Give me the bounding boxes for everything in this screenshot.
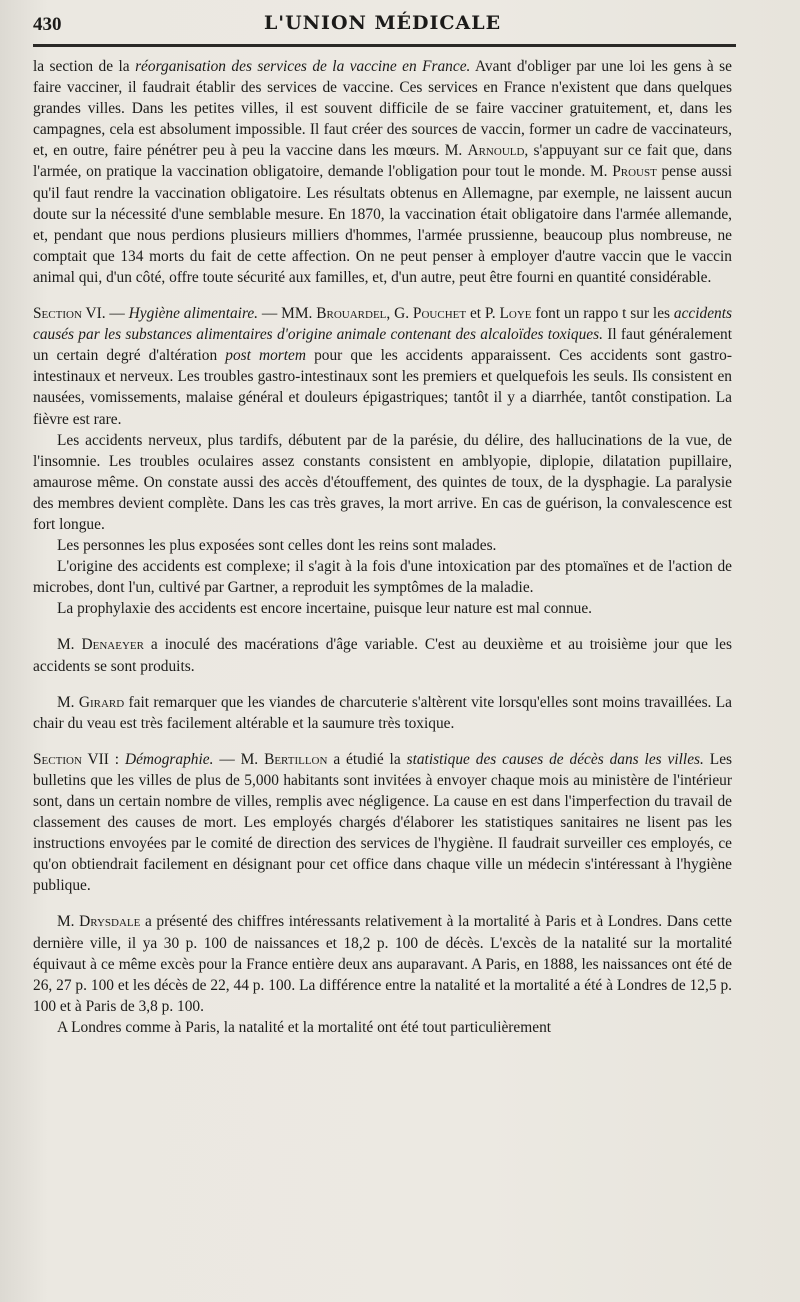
text-run: pense aussi qu'il faut rendre la vaccination obligatoire. Les résultats obtenus en Allemagne, par exemple, ne laissent aucun doute sur la nécessité d'une semblable mesure. En 1870, la vaccination était obligatoire dans l'armée allemande, et, pendant que nous perdions plusieurs milliers d'hommes, l'armée prussienne, beaucoup plus nombreuse, ne comptait que 134 morts du fait de cette affection. On ne peut penser à employer d'autre vaccin que le vaccin animal qui, d'un côté, offre toute sécurité aux familles, et, d'un autre, peut être fourni en quantité considérable.: [33, 163, 732, 286]
paragraph: [33, 556, 732, 598]
person-name: Proust: [612, 163, 657, 181]
text-run: et P.: [466, 305, 500, 323]
text-run: , G.: [386, 305, 413, 323]
text-run: M.: [57, 913, 80, 931]
article-body: [33, 56, 732, 1038]
page-header: [33, 8, 732, 38]
text-run: a étudié la: [327, 750, 407, 768]
italic-text: post mortem: [225, 347, 307, 365]
paragraph: [33, 598, 732, 619]
person-name: Bertillon: [264, 750, 328, 768]
person-name: Denaeyer: [81, 636, 144, 654]
paragraph: [33, 56, 732, 288]
person-name: Brouardel: [316, 305, 387, 323]
text-run: Les personnes les plus exposées sont celles dont les reins sont malades.: [57, 537, 497, 555]
text-run: s'appuyant sur ce fait que, dans l'armée, on pratique la vaccination obligatoire, demande l'obligation pour tout le monde. M.: [33, 142, 732, 181]
text-run: — MM.: [258, 305, 317, 323]
text-run: fait remarquer que les viandes de charcuterie s'altèrent vite lorsqu'elles sont moins travaillées. La chair du veau est très facilement altérable et la saumure très toxique.: [33, 693, 732, 732]
italic-text: accidents causés par les substances alimentaires d'origine animale contenant des alcaloïdes toxiques.: [33, 305, 733, 344]
italic-text: statistique des causes de décès dans les villes.: [406, 750, 704, 768]
paragraph: [33, 634, 732, 676]
person-name: Section VII: [33, 750, 109, 768]
text-run: A Londres comme à Paris, la natalité et la mortalité ont été tout particulièrement: [57, 1018, 552, 1036]
italic-text: Hygiène alimentaire.: [128, 305, 259, 323]
text-run: — M.: [213, 750, 265, 768]
text-run: :: [108, 750, 125, 768]
person-name: Section VI.: [33, 305, 106, 323]
header-rule: [33, 44, 736, 47]
paragraph: [33, 692, 732, 734]
italic-text: Démographie.: [124, 750, 214, 768]
italic-text: réorganisation des services de la vaccine en France.: [135, 58, 471, 75]
text-run: —: [105, 305, 129, 323]
text-run: L'origine des accidents est complexe; il s'agit à la fois d'une intoxication par des ptomaïnes et de l'action de microbes, dont l'un, cultivé par Gartner, a reproduit les symptômes de la maladie.: [33, 558, 732, 597]
paragraph: [33, 430, 732, 535]
text-run: Les bulletins que les villes de plus de 5,000 habitants sont invitées à envoyer chaque mois au ministère de l'intérieur sont, dans un certain nombre de villes, remplis avec négligence. La cause en est dans l'imperfection du travail de classement des causes de mort. Les employés chargés d'élaborer les statistiques sanitaires ne lisent pas les instructions envoyées par le comité de direction des services de l'hygiène. Il faudrait surveiller ces employés, ce qu'on obtiendrait facilement en désignant pour cet office dans chaque ville un médecin s'intéressant à l'hygiène publique.: [33, 750, 733, 895]
paragraph: [33, 303, 732, 430]
paragraph: [33, 911, 732, 1016]
text-run: a inoculé des macérations d'âge variable. C'est au deuxième et au troisième jour que les accidents se sont produits.: [33, 636, 733, 675]
text-run: M.: [57, 693, 79, 711]
person-name: Girard: [78, 693, 125, 711]
person-name: Pouchet: [412, 305, 467, 323]
text-run: Les accidents nerveux, plus tardifs, débutent par de la parésie, du délire, des hallucinations de la vue, de l'insomnie. Les troubles oculaires assez constants consistent en amblyopie, diplopie, dilatation pupillaire, amaurose même. On constate aussi des accès d'étouffement, des quintes de toux, de la dysphagie. La paralysie des membres devient complète. Dans les cas très graves, la mort arrive. En cas de guérison, la convalescence est fort longue.: [33, 431, 732, 533]
person-name: Drysdale: [79, 913, 141, 931]
paragraph: [33, 535, 732, 556]
text-run: pour que les accidents apparaissent. Ces accidents sont gastro-intestinaux et nerveux. Les troubles gastro-intestinaux sont les premiers et quelquefois les seuls. Ils consistent en nausées, vomissements, malaise général et douleurs épigastriques; tantôt il y a diarrhée, tantôt constipation. La fièvre est rare.: [33, 347, 732, 428]
text-run: a présenté des chiffres intéressants relativement à la mortalité à Paris et à Londres. Dans cette dernière ville, il ya 30 p. 100 de naissances et 18,2 p. 100 de décès. L'excès de la natalité sur la mortalité équivaut à ce même excès pour la France entière deux ans auparavant. A Paris, en 1888, les naissances ont été de 26, 27 p. 100 et les décès de 22, 44 p. 100. La différence entre la natalité et la mortalité a été à Londres de 12,5 p. 100 et à Paris de 3,8 p. 100.: [33, 913, 732, 1015]
paragraph: [33, 749, 732, 897]
text-run: M.: [57, 636, 82, 654]
text-run: La prophylaxie des accidents est encore incertaine, puisque leur nature est mal connue.: [57, 600, 593, 618]
person-name: Loye: [499, 305, 532, 323]
text-run: Il faut généralement un certain degré d'altération: [33, 326, 732, 365]
person-name: Arnould,: [467, 142, 529, 160]
running-title: L'UNION MÉDICALE: [263, 12, 502, 34]
page-number: 430: [33, 14, 62, 35]
paragraph: [33, 1017, 732, 1038]
text-run: Avant d'obliger par une loi les gens à se faire vacciner, il faudrait établir des services de vaccine. Ces services en France n'existent que dans quelques grandes villes. Dans les petites villes, il est souvent difficile de se faire vacciner gratuitement, et, dans les campagnes, cela est absolument impossible. Il faut créer des sources de vaccin, former un cadre de vaccinateurs, et, en outre, faire pénétrer peu à peu la vaccine dans les mœurs. M.: [33, 58, 732, 160]
text-run: la section de la: [33, 58, 136, 75]
text-run: font un rappo t sur les: [531, 305, 674, 323]
